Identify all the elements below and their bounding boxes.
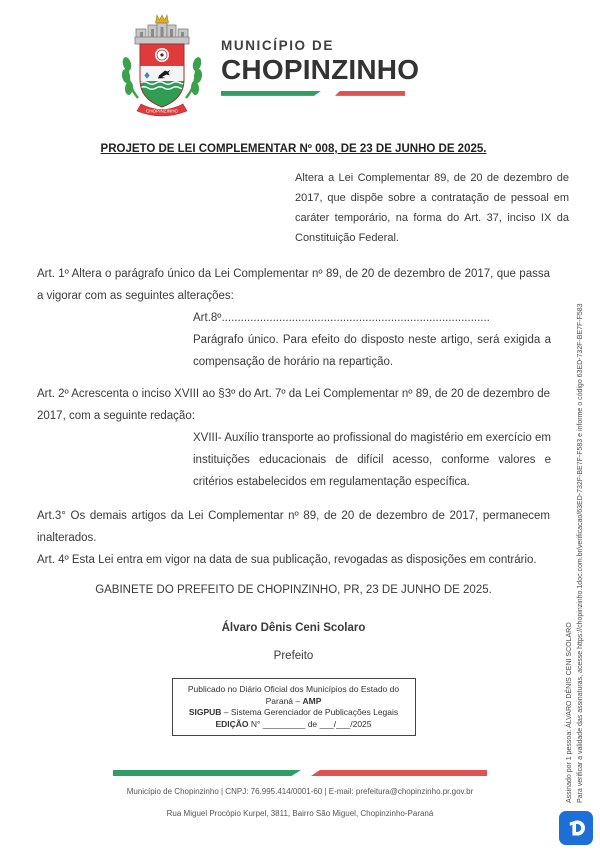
page-footer bbox=[0, 770, 600, 818]
signer-name: Álvaro Dênis Ceni Scolaro bbox=[221, 622, 366, 634]
publication-line-2-prefix: Paraná – bbox=[265, 695, 303, 706]
publication-edicao: EDIÇÃO bbox=[215, 718, 249, 729]
municipality-name: CHOPINZINHO bbox=[221, 53, 420, 85]
enactment-line: GABINETE DO PREFEITO DE CHOPINZINHO, PR, 23 DE JUNHO DE 2025. bbox=[95, 584, 492, 596]
footer-address-line: Rua Miguel Procópio Kurpel, 3811, Bairro São Miguel, Chopinzinho-Paraná bbox=[166, 809, 434, 818]
footer-green-stripe bbox=[113, 770, 301, 776]
municipality-wordmark bbox=[221, 39, 419, 96]
publication-line-4 bbox=[177, 719, 411, 731]
signed-by-line: Assinado por 1 pessoa: ÁLVARO DÊNIS CENI SCOLARO bbox=[566, 622, 573, 803]
article-1-quote-paragrafo: Parágrafo único. Para efeito do disposto neste artigo, será exigida a compensação de horário na repartição. bbox=[193, 334, 551, 368]
wordmark-stripes bbox=[221, 91, 419, 96]
publication-line-3 bbox=[177, 707, 411, 719]
1doc-logo bbox=[559, 811, 593, 845]
publication-line-4-text: N° _________ de ___/___/2025 bbox=[248, 718, 372, 729]
1doc-logo-icon bbox=[565, 817, 587, 839]
red-stripe bbox=[335, 91, 405, 96]
municipality-name-prefix: MUNICÍPIO DE bbox=[221, 38, 334, 53]
publication-line-3-text: – Sistema Gerenciador de Publicações Legais bbox=[221, 707, 399, 717]
coat-of-arms bbox=[116, 12, 208, 123]
publication-line-1 bbox=[177, 684, 411, 707]
document-body bbox=[0, 143, 600, 736]
coat-of-arms-icon bbox=[116, 12, 208, 118]
article-1: Art. 1º Altera o parágrafo único da Lei Complementar nº 89, de 20 de dezembro de 2017, que passa a vigorar com as seguintes alterações: bbox=[37, 268, 550, 302]
signer-role: Prefeito bbox=[273, 650, 314, 662]
publication-amp: AMP bbox=[302, 695, 322, 706]
green-stripe bbox=[221, 91, 321, 96]
article-1-quote-caput: Art.8º.................................................................................... bbox=[193, 312, 490, 324]
footer-contact-line: Município de Chopinzinho | CNPJ: 76.995.414/0001-60 | E-mail: prefeitura@chopinzinho.pr.gov.br bbox=[126, 787, 474, 796]
verification-url-line: Para verificar a validade das assinaturas, acesse https://chopinzinho.1doc.com.br/verificacao/63ED-732F-BE7F-F583 e informe o código 63ED-732F-BE7F-F583 bbox=[577, 303, 584, 803]
municipality-header bbox=[116, 12, 600, 123]
article-2-quote: XVIII- Auxílio transporte ao profissional do magistério em exercício em instituições educacionais de difícil acesso, conforme valores e critérios estabelecidos em regulamentação específica. bbox=[193, 432, 551, 488]
epigraph: Altera a Lei Complementar 89, de 20 de dezembro de 2017, que dispõe sobre a contratação de pessoal em caráter temporário, na forma do Art. 37, inciso IX da Constituição Federal. bbox=[295, 172, 569, 244]
article-4: Art. 4º Esta Lei entra em vigor na data de sua publicação, revogadas as disposições em contrário. bbox=[37, 554, 537, 566]
publication-sigpub: SIGPUB bbox=[188, 707, 222, 717]
footer-red-stripe bbox=[311, 770, 487, 776]
digital-signature-strip bbox=[564, 251, 586, 803]
document-title: PROJETO DE LEI COMPLEMENTAR Nº 008, DE 23 DE JUNHO DE 2025. bbox=[100, 143, 487, 155]
article-2: Art. 2º Acrescenta o inciso XVIII ao §3º do Art. 7º da Lei Complementar nº 89, de 20 de dezembro de 2017, com a seguinte redação: bbox=[37, 388, 550, 422]
article-3: Art.3° Os demais artigos da Lei Complementar nº 89, de 20 de dezembro de 2017, permanecem inalterados. bbox=[37, 510, 550, 544]
crest-banner-text: CHOPINZINHO bbox=[145, 108, 179, 114]
publication-box bbox=[172, 678, 416, 736]
publication-line-1-text: Publicado no Diário Oficial dos Municípios do Estado do bbox=[187, 684, 400, 694]
footer-stripes bbox=[0, 770, 600, 776]
